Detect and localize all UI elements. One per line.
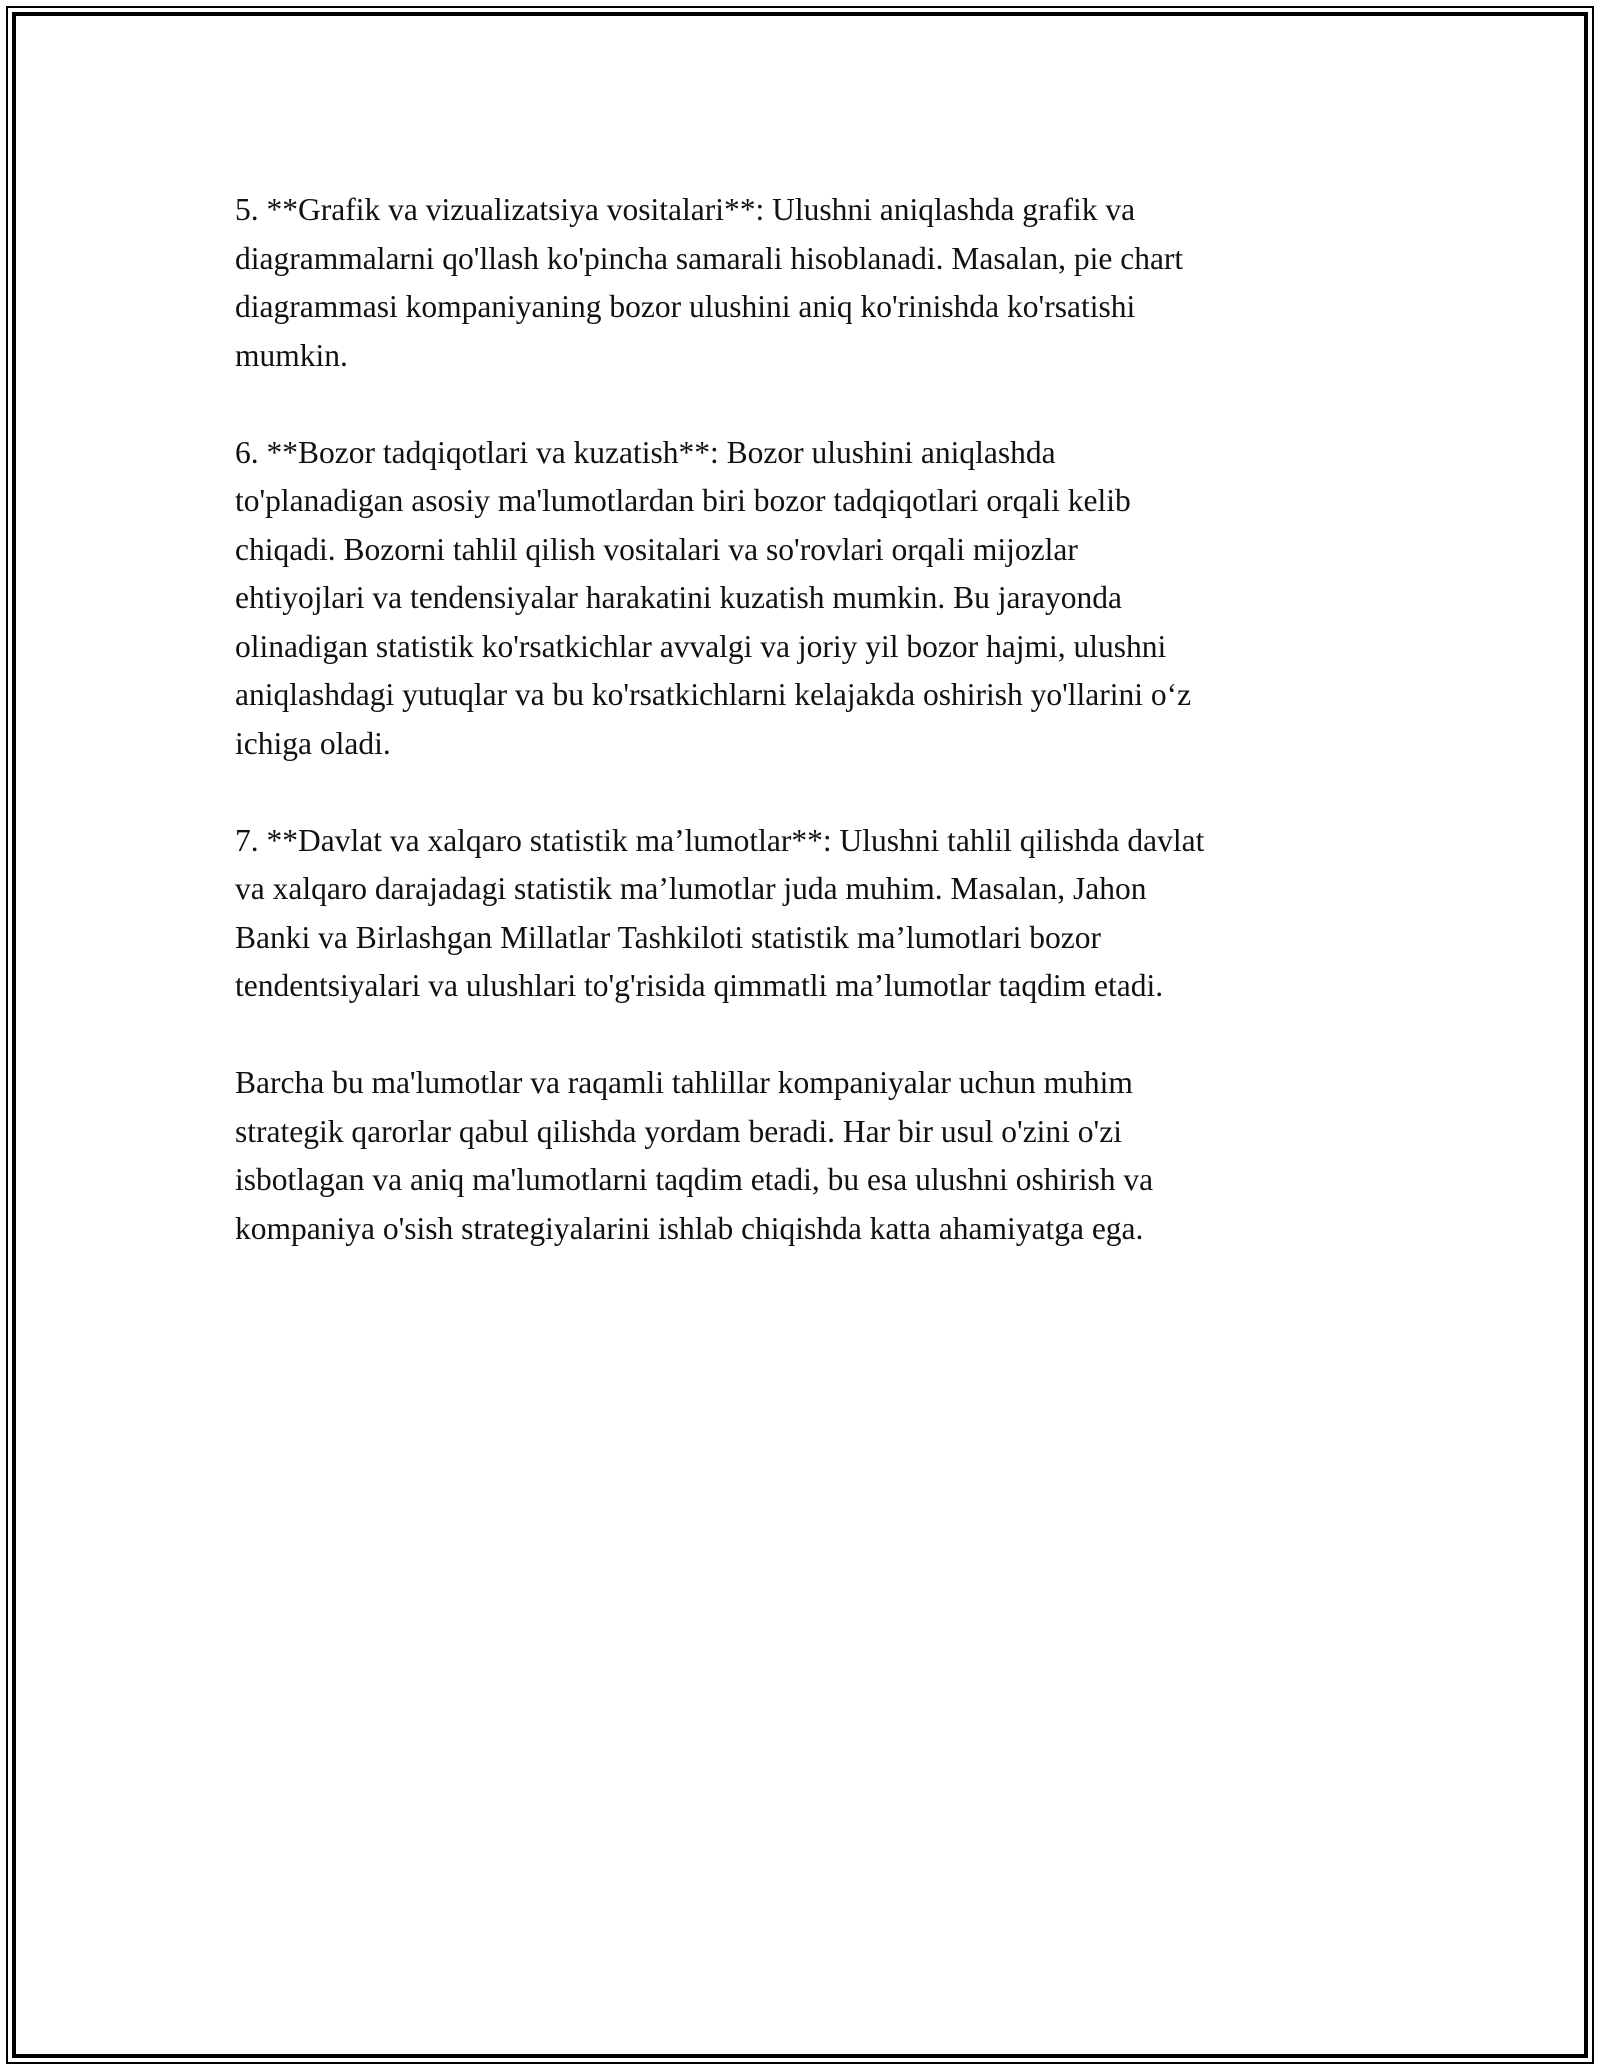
text-line: to'planadigan asosiy ma'lumotlardan biri bozor tadqiqotlari orqali kelib — [235, 483, 1131, 518]
paragraph-conclusion — [235, 1059, 1375, 1253]
text-line: 6. **Bozor tadqiqotlari va kuzatish**: Bozor ulushini aniqlashda — [235, 434, 1056, 470]
text-line: diagrammasi kompaniyaning bozor ulushini aniq ko'rinishda ko'rsatishi — [235, 289, 1136, 324]
text-line: aniqlashdagi yutuqlar va bu ko'rsatkichlarni kelajakda oshirish yo'llarini o‘z — [235, 677, 1192, 712]
text-line: Barcha bu ma'lumotlar va raqamli tahlillar kompaniyalar uchun muhim — [235, 1065, 1133, 1100]
text-line: ehtiyojlari va tendensiyalar harakatini kuzatish mumkin. Bu jarayonda — [235, 580, 1122, 615]
text-line: Banki va Birlashgan Millatlar Tashkiloti statistik ma’lumotlari bozor — [235, 919, 1101, 955]
text-line: strategik qarorlar qabul qilishda yordam beradi. Har bir usul o'zini o'zi — [235, 1113, 1122, 1149]
text-line: tendentsiyalari va ulushlari to'g'risida qimmatli ma’lumotlar taqdim etadi. — [235, 968, 1164, 1003]
text-line: kompaniya o'sish strategiyalarini ishlab chiqishda katta ahamiyatga ega. — [235, 1210, 1144, 1246]
text-line: diagrammalarni qo'llash ko'pincha samarali hisoblanadi. Masalan, pie chart — [235, 240, 1184, 276]
paragraph-7-statistics — [235, 817, 1375, 1011]
text-line: olinadigan statistik ko'rsatkichlar avvalgi va joriy yil bozor hajmi, ulushni — [235, 628, 1167, 664]
text-line: ichiga oladi. — [235, 725, 391, 761]
text-line: 7. **Davlat va xalqaro statistik ma’lumotlar**: Ulushni tahlil qilishda davlat — [235, 822, 1205, 858]
document-body — [235, 186, 1375, 1302]
text-line: mumkin. — [235, 337, 348, 373]
text-line: va xalqaro darajadagi statistik ma’lumotlar juda muhim. Masalan, Jahon — [235, 871, 1147, 906]
paragraph-6-market-research — [235, 429, 1375, 769]
text-line: chiqadi. Bozorni tahlil qilish vositalari va so'rovlari orqali mijozlar — [235, 531, 1078, 567]
text-line: isbotlagan va aniq ma'lumotlarni taqdim etadi, bu esa ulushni oshirish va — [235, 1162, 1154, 1197]
text-line: 5. **Grafik va vizualizatsiya vositalari**: Ulushni aniqlashda grafik va — [235, 192, 1136, 227]
paragraph-5-graphics-tools — [235, 186, 1375, 380]
